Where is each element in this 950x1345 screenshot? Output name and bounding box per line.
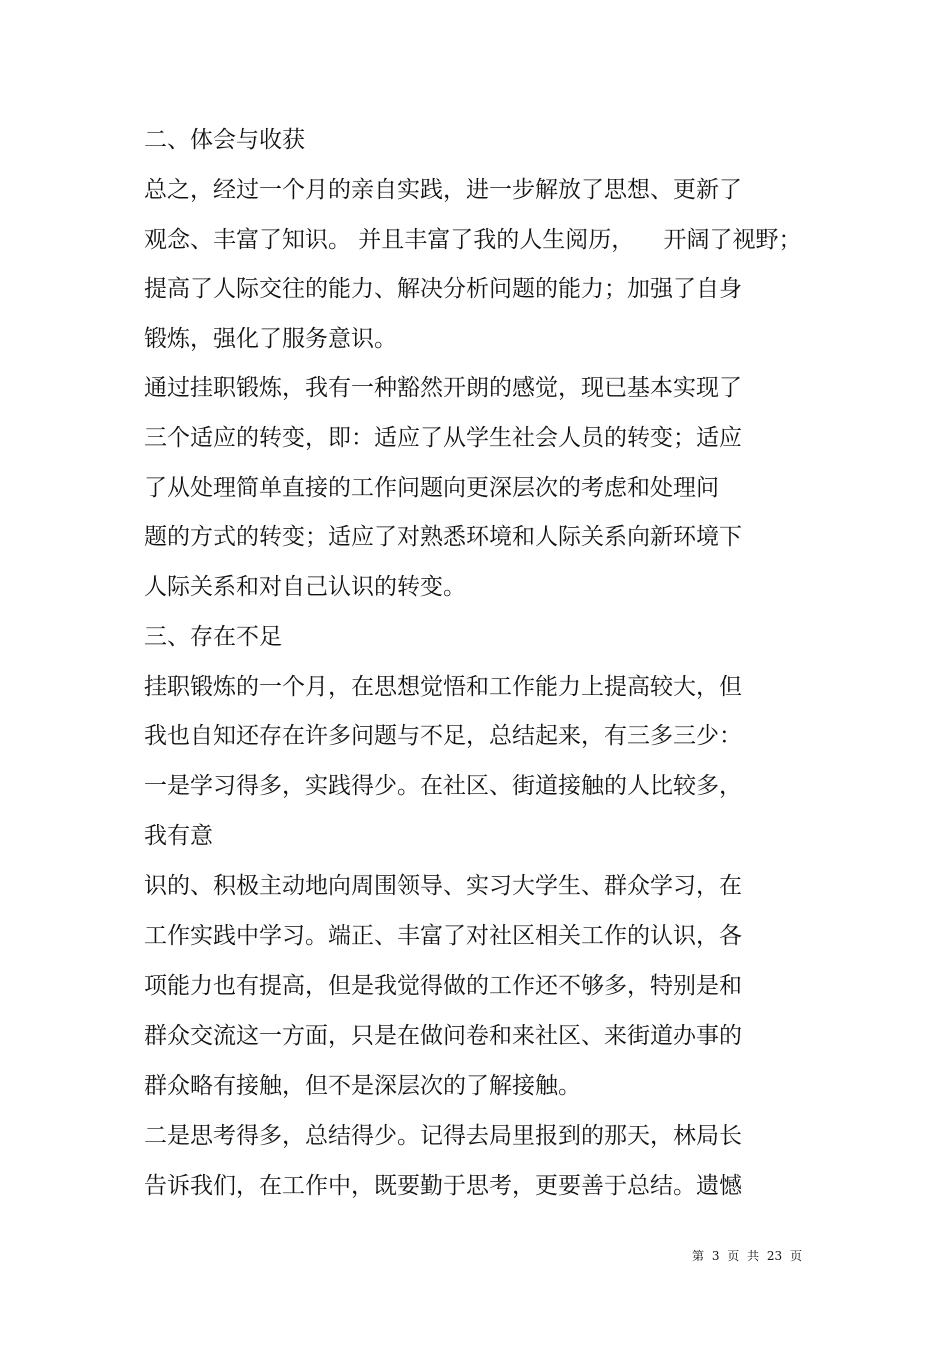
paragraph-line: 人际关系和对自己认识的转变。	[144, 574, 466, 600]
page-number-footer: 第 3 页 共 23 页	[692, 1249, 802, 1263]
heading-experience-and-gains: 二、体会与收获	[144, 127, 305, 153]
paragraph-line: 锻炼，强化了服务意识。	[144, 326, 397, 352]
paragraph-line: 提高了人际交往的能力、解决分析问题的能力；加强了自身	[144, 276, 742, 302]
paragraph-line: 二是思考得多，总结得少。记得去局里报到的那天，林局长	[144, 1123, 742, 1149]
paragraph-line: 识的、积极主动地向周围领导、实习大学生、群众学习，在	[144, 873, 742, 899]
paragraph-line: 群众略有接触，但不是深层次的了解接触。	[144, 1073, 581, 1099]
paragraph-line: 了从处理简单直接的工作问题向更深层次的考虑和处理问	[144, 475, 719, 501]
paragraph-line: 我有意	[144, 823, 213, 849]
paragraph-line: 我也自知还存在许多问题与不足，总结起来，有三多三少：	[144, 723, 742, 749]
paragraph-line: 题的方式的转变；适应了对熟悉环境和人际关系向新环境下	[144, 524, 742, 550]
paragraph-line: 总之，经过一个月的亲自实践，进一步解放了思想、更新了	[144, 177, 742, 203]
paragraph-line: 告诉我们，在工作中，既要勤于思考，更要善于总结。遗憾	[144, 1173, 742, 1199]
paragraph-line: 三个适应的转变，即：适应了从学生社会人员的转变；适应	[144, 425, 742, 451]
paragraph-line: 观念、丰富了知识。 并且丰富了我的人生阅历， 开阔了视野；	[144, 227, 802, 253]
paragraph-line: 项能力也有提高，但是我觉得做的工作还不够多，特别是和	[144, 973, 742, 999]
paragraph-line: 挂职锻炼的一个月，在思想觉悟和工作能力上提高较大，但	[144, 674, 742, 700]
paragraph-line: 通过挂职锻炼，我有一种豁然开朗的感觉，现已基本实现了	[144, 375, 742, 401]
paragraph-line: 群众交流这一方面，只是在做问卷和来社区、来街道办事的	[144, 1023, 742, 1049]
paragraph-line: 一是学习得多，实践得少。在社区、街道接触的人比较多，	[144, 773, 742, 799]
paragraph-line: 工作实践中学习。端正、丰富了对社区相关工作的认识，各	[144, 923, 742, 949]
heading-shortcomings: 三、存在不足	[144, 624, 282, 650]
